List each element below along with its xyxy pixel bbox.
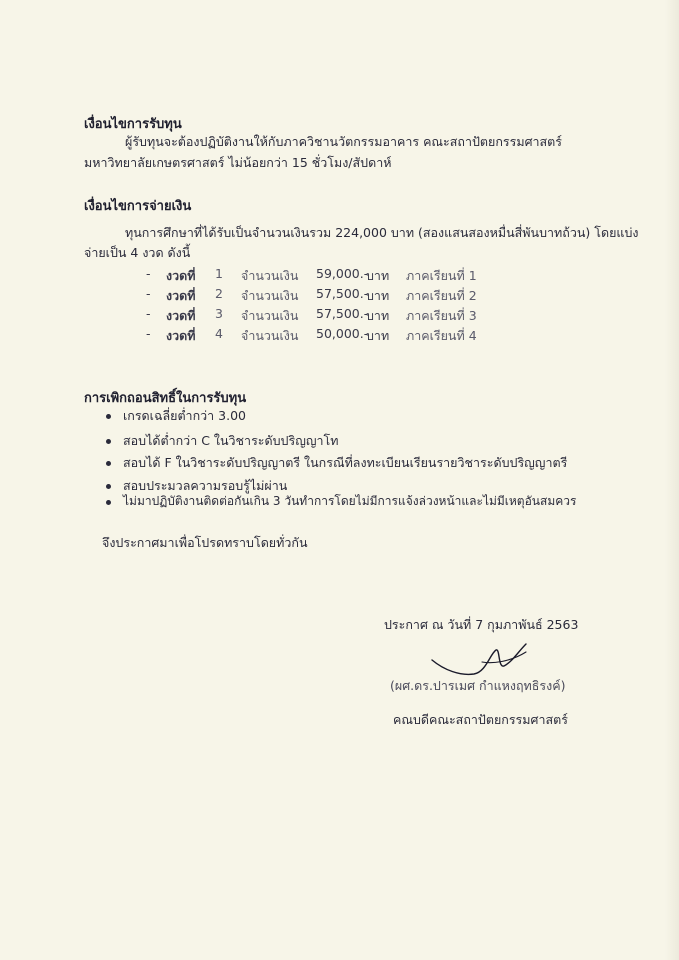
conditions-line-2: มหาวิทยาลัยเกษตรศาสตร์ ไม่น้อยกว่า 15 ชั่วโมง/สัปดาห์ xyxy=(84,155,392,170)
bullet-icon xyxy=(106,461,111,466)
announcement-date: ประกาศ ณ วันที่ 7 กุมภาพันธ์ 2563 xyxy=(384,617,579,632)
installment-label: งวดที่ xyxy=(166,268,196,283)
bullet-icon xyxy=(106,500,111,505)
installment-amount-label: จำนวนเงิน xyxy=(241,268,299,283)
conditions-line-1: ผู้รับทุนจะต้องปฏิบัติงานให้กับภาควิชานวัตกรรมอาคาร คณะสถาปัตยกรรมศาสตร์ xyxy=(125,134,562,149)
installment-term: ภาคเรียนที่ 2 xyxy=(406,288,477,303)
bullet-icon xyxy=(106,439,111,444)
installment-label: งวดที่ xyxy=(166,328,196,343)
installment-dash: - xyxy=(146,326,151,341)
installment-unit: บาท xyxy=(366,308,390,323)
bullet-icon xyxy=(106,484,111,489)
signer-title: คณบดีคณะสถาปัตยกรรมศาสตร์ xyxy=(393,712,568,727)
installment-amount: 59,000.- xyxy=(316,266,369,281)
revoke-item: สอบประมวลความรอบรู้ไม่ผ่าน xyxy=(123,478,288,493)
installment-number: 3 xyxy=(215,306,223,321)
installment-amount-label: จำนวนเงิน xyxy=(241,308,299,323)
installment-amount: 50,000.- xyxy=(316,326,369,341)
revoke-item: ไม่มาปฏิบัติงานติดต่อกันเกิน 3 วันทำการโดยไม่มีการแจ้งล่วงหน้าและไม่มีเหตุอันสมควร xyxy=(123,494,577,508)
bullet-icon xyxy=(106,414,111,419)
signer-name: (ผศ.ดร.ปารเมศ กำแหงฤทธิรงค์) xyxy=(390,678,566,693)
installment-unit: บาท xyxy=(366,288,390,303)
closing-statement: จึงประกาศมาเพื่อโปรดทราบโดยทั่วกัน xyxy=(102,535,308,550)
installment-amount: 57,500.- xyxy=(316,286,369,301)
installment-amount-label: จำนวนเงิน xyxy=(241,328,299,343)
payment-line-2: จ่ายเป็น 4 งวด ดังนี้ xyxy=(84,245,191,260)
revoke-item: สอบได้ F ในวิชาระดับปริญญาตรี ในกรณีที่ลงทะเบียนเรียนรายวิชาระดับปริญญาตรี xyxy=(123,455,568,470)
installment-term: ภาคเรียนที่ 4 xyxy=(406,328,477,343)
installment-number: 1 xyxy=(215,266,223,281)
installment-label: งวดที่ xyxy=(166,288,196,303)
installment-amount-label: จำนวนเงิน xyxy=(241,288,299,303)
installment-dash: - xyxy=(146,266,151,281)
payment-line-1: ทุนการศึกษาที่ได้รับเป็นจำนวนเงินรวม 224,000 บาท (สองแสนสองหมื่นสี่พันบาทถ้วน) โดยแบ่ง xyxy=(125,225,639,240)
installment-dash: - xyxy=(146,286,151,301)
installment-number: 4 xyxy=(215,326,223,341)
installment-term: ภาคเรียนที่ 1 xyxy=(406,268,477,283)
heading-scholarship-conditions: เงื่อนไขการรับทุน xyxy=(84,117,182,132)
heading-payment-conditions: เงื่อนไขการจ่ายเงิน xyxy=(84,199,192,214)
installment-term: ภาคเรียนที่ 3 xyxy=(406,308,477,323)
page-edge-shadow xyxy=(665,0,679,960)
installment-label: งวดที่ xyxy=(166,308,196,323)
installment-dash: - xyxy=(146,306,151,321)
installment-unit: บาท xyxy=(366,328,390,343)
revoke-item: สอบได้ต่ำกว่า C ในวิชาระดับปริญญาโท xyxy=(123,433,339,448)
installment-amount: 57,500.- xyxy=(316,306,369,321)
installment-unit: บาท xyxy=(366,268,390,283)
heading-revocation: การเพิกถอนสิทธิ์ในการรับทุน xyxy=(84,391,247,406)
revoke-item: เกรดเฉลี่ยต่ำกว่า 3.00 xyxy=(123,408,246,423)
installment-number: 2 xyxy=(215,286,223,301)
